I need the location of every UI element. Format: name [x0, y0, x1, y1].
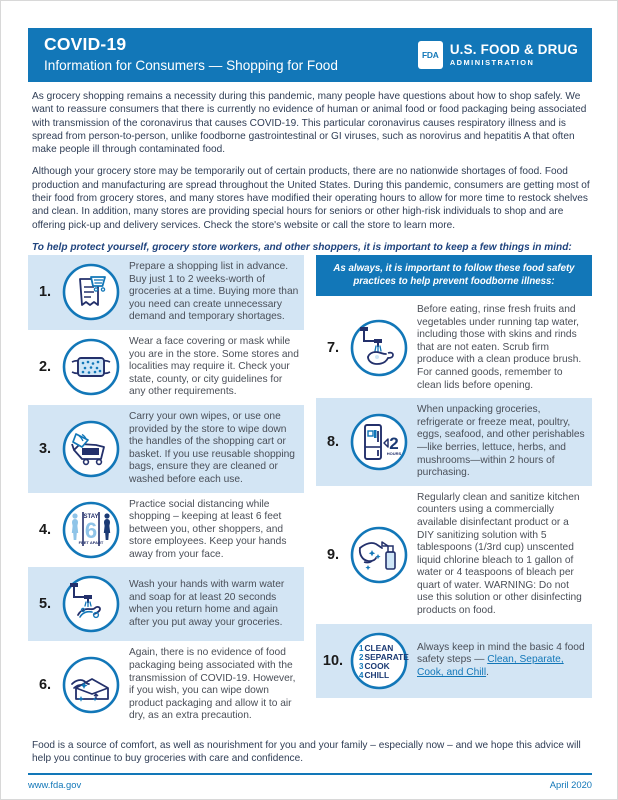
refrigerator-two-hours-icon [348, 411, 410, 473]
tip-text-after: . [486, 666, 489, 678]
tip-item-3 [28, 405, 304, 493]
tip-item-5 [28, 567, 304, 641]
tip-item-2 [28, 330, 304, 405]
svg-text:HOURS: HOURS [386, 450, 402, 456]
tips-column-right [316, 255, 592, 729]
footer-divider [28, 773, 592, 775]
svg-text:FEET APART: FEET APART [78, 539, 104, 545]
tip-item-7 [316, 298, 592, 398]
tip-text: Prepare a shopping list in advance. Buy just 1 to 2 weeks-worth of groceries at a time. Buying more than you need can create unnecessary demand and temporary shortages. [129, 261, 299, 323]
svg-text:STAY: STAY [83, 513, 99, 520]
tip-item-10 [316, 624, 592, 698]
tip-number: 10. [322, 652, 344, 669]
svg-text:2: 2 [359, 652, 364, 662]
intro-section [32, 90, 590, 254]
handwashing-icon [60, 573, 122, 635]
footer-website-link[interactable]: www.fda.gov [28, 779, 82, 790]
page-subtitle: Information for Consumers — Shopping for Food [44, 57, 338, 73]
food-safety-steps-link[interactable]: Clean, Separate, Cook, and Chill [417, 654, 564, 678]
tip-number: 8. [326, 433, 340, 450]
tip-text: Wear a face covering or mask while you are in the store. Some stores and localities may require it. Check your state, county, or city guidelines for any other requirements. [129, 335, 299, 398]
sanitize-counter-icon [348, 524, 410, 586]
tip-number: 5. [38, 596, 52, 613]
tip-number: 7. [326, 340, 340, 357]
tip-text: Practice social distancing while shopping – keeping at least 6 feet between you, other shoppers, and store employees. Keep your hands away from your face. [129, 498, 287, 560]
tip-number: 6. [38, 677, 52, 694]
intro-paragraph-2: Although your grocery store may be temporarily out of certain products, there are no nationwide shortages of food. Food production and manufacturing are spread throughout the United States. During this pandemic, consumers are getting most of their food from grocery stores, and many stores have modified their operating hours to allow for more time to restock shelves and clean. In addition, many stores are providing special hours for seniors or other high-risk individuals to shop and are offering pick-up and delivery services. Check the store's website or call the store to learn more. [32, 166, 590, 231]
social-distancing-icon [60, 499, 122, 561]
footer [28, 779, 592, 790]
header-banner [28, 28, 592, 82]
tips-column-left [28, 255, 304, 729]
tip-text: Before eating, rinse fresh fruits and vegetables under running tap water, including those with skins and rinds that are not eaten. Scrub firm produce with a clean produce brush. For canned goods, remember to clean lids before opening. [417, 304, 582, 391]
face-mask-icon [60, 336, 122, 398]
header-titles [44, 35, 338, 74]
tip-number: 3. [38, 440, 52, 457]
intro-lead-in: To help protect yourself, grocery store workers, and other shoppers, it is important to keep a few things in mind: [32, 241, 572, 253]
tip-text: Carry your own wipes, or use one provided by the store to wipe down the handles of the shopping cart or basket. If you use reusable shopping bags, ensure they are cleaned or washed before each use. [129, 410, 295, 485]
fda-logo [418, 41, 578, 69]
tip-item-1 [28, 255, 304, 330]
tip-number: 9. [326, 546, 340, 563]
fda-mark-text: FDA [422, 50, 439, 60]
fda-agency-name: U.S. FOOD & DRUG [449, 42, 578, 58]
shopping-list-icon [60, 261, 122, 323]
tip-text: When unpacking groceries, refrigerate or freeze meat, poultry, eggs, seafood, and other perishables—like berries, lettuce, herbs, and mushrooms—within 2 hours of purchasing. [417, 404, 585, 479]
svg-text:2: 2 [389, 433, 399, 453]
food-safety-banner-line2: practices to help prevent foodborne illness: [353, 275, 555, 287]
intro-paragraph-1: As grocery shopping remains a necessity during this pandemic, many people have questions about how to shop safely. We want to reassure consumers that there is currently no evidence of human or animal food or food packaging being associated with transmission of the coronavirus that causes COVID-19. This particular coronavirus causes respiratory illness and is spread from person-to-person, unlike foodborne gastrointestinal or GI viruses, such as norovirus and hepatitis A that often make people ill through contaminated food. [32, 91, 587, 156]
food-safety-banner [316, 255, 592, 296]
page-title: COVID-19 [44, 34, 127, 55]
fda-agency-sub: ADMINISTRATION [449, 58, 535, 68]
tip-text: Regularly clean and sanitize kitchen counters using a commercially available disinfectant product or a DIY sanitizing solution with 5 tablespoons (1/3rd cup) unscented liquid chlorine bleach to 1 gallon of water or 4 teaspoons of bleach per quart of water. WARNING: Do not use this solution or other disinfecting products on food. [417, 491, 582, 617]
food-safety-banner-line1: As always, it is important to follow these food safety [333, 263, 575, 274]
svg-text:CHILL: CHILL [364, 669, 390, 680]
svg-text:COOK: COOK [364, 660, 390, 671]
tip-item-4 [28, 493, 304, 568]
svg-text:6: 6 [84, 517, 98, 543]
tip-item-8 [316, 398, 592, 486]
tip-number: 1. [38, 284, 52, 301]
wipe-package-icon [60, 654, 122, 716]
svg-text:3: 3 [359, 661, 364, 671]
tip-text [417, 642, 588, 680]
tip-text: Wash your hands with warm water and soap for at least 20 seconds when you return home and again after you put away your groceries. [129, 579, 285, 629]
tip-item-9 [316, 486, 592, 624]
svg-text:4: 4 [359, 670, 364, 680]
tip-text-before: Always keep in mind the basic 4 food safety steps — [417, 641, 585, 666]
tip-number: 2. [38, 359, 52, 376]
footer-date: April 2020 [549, 779, 592, 790]
svg-text:CLEAN: CLEAN [364, 642, 394, 653]
svg-text:SEPARATE: SEPARATE [364, 651, 409, 662]
wipe-shopping-cart-icon [60, 418, 122, 480]
four-steps-icon [348, 630, 410, 692]
fda-mark-icon [418, 41, 443, 69]
tip-text: Again, there is no evidence of food packaging being associated with the transmission of COVID-19. However, if you wish, you can wipe down product packaging and allow it to air dry, as an extra precaution. [129, 647, 296, 722]
rinse-produce-icon [348, 317, 410, 379]
svg-text:1: 1 [359, 643, 364, 653]
closing-paragraph: Food is a source of comfort, as well as nourishment for you and your family – especially now – and we hope this advice will help you continue to buy groceries with care and confidence. [32, 740, 581, 765]
tips-columns [28, 255, 592, 729]
fda-wordmark [450, 43, 578, 67]
tip-number: 4. [38, 521, 52, 538]
tip-item-6 [28, 641, 304, 729]
